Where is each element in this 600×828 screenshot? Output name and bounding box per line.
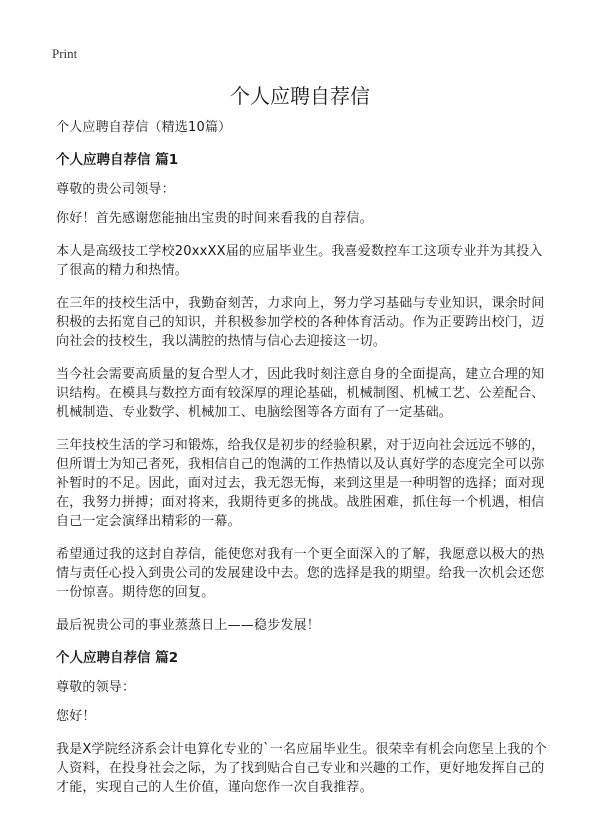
document-title: 个人应聘自荐信: [230, 84, 370, 108]
greeting: 您好！: [56, 709, 96, 724]
paragraph: 我是X学院经济系会计电算化专业的`一名应届毕业生。很荣幸有机会向您呈上我的个人资料，在投身社会之际，为了找到贴合自己专业和兴趣的工作，更好地发挥自己的才能，实现自己的人生价值，谨向您作一次自我推荐。: [56, 742, 548, 795]
paragraph: 希望通过我的这封自荐信，能使您对我有一个更全面深入的了解，我愿意以极大的热情与责任心投入到贵公司的发展建设中去。您的选择是我的期望。给我一次机会还您一份惊喜。期待您的回复。: [56, 547, 545, 600]
letter-heading: 个人应聘自荐信 篇2: [56, 650, 179, 666]
paragraph: 本人是高级技工学校20xxXX届的应届毕业生。我喜爱数控车工这项专业并为其投入了很高的精力和热情。: [56, 244, 543, 278]
letter-heading: 个人应聘自荐信 篇1: [56, 152, 179, 168]
paragraph: 当今社会需要高质量的复合型人才，因此我时刻注意自身的全面提高，建立合理的知识结构。在模具与数控方面有较深厚的理论基础，机械制图、机械工艺、公差配合、机械制造、专业数学、机械加工、电脑绘图等各方面有了一定基础。: [56, 367, 545, 420]
salutation: 尊敬的贵公司领导：: [56, 182, 175, 197]
print-link[interactable]: Print: [52, 46, 78, 61]
paragraph: 三年技校生活的学习和锻炼，给我仅是初步的经验积累，对于迈向社会远远不够的，但所谓士为知己者死，我相信自己的饱满的工作热情以及认真好学的态度完全可以弥补暂时的不足。因此，面对过去，我无怨无悔，来到这里是一种明智的选择；面对现在，我努力拼搏；面对将来，我期待更多的挑战。战胜困难，抓住每一个机遇，相信自己一定会演绎出精彩的一幕。: [56, 438, 545, 529]
paragraph: 在三年的技校生活中，我勤奋刻苦，力求向上，努力学习基础与专业知识，课余时间积极的去拓宽自己的知识，并积极参加学校的各种体育活动。作为正要跨出校门，迈向社会的技校生，我以满腔的热情与信心去迎接这一切。: [56, 296, 545, 349]
document-body: [56, 118, 550, 797]
salutation: 尊敬的领导：: [56, 680, 136, 695]
greeting: 你好！首先感谢您能抽出宝贵的时间来看我的自荐信。: [56, 211, 373, 226]
document-subtitle: 个人应聘自荐信（精选10篇）: [56, 120, 232, 135]
closing: 最后祝贵公司的事业蒸蒸日上——稳步发展！: [56, 618, 321, 633]
